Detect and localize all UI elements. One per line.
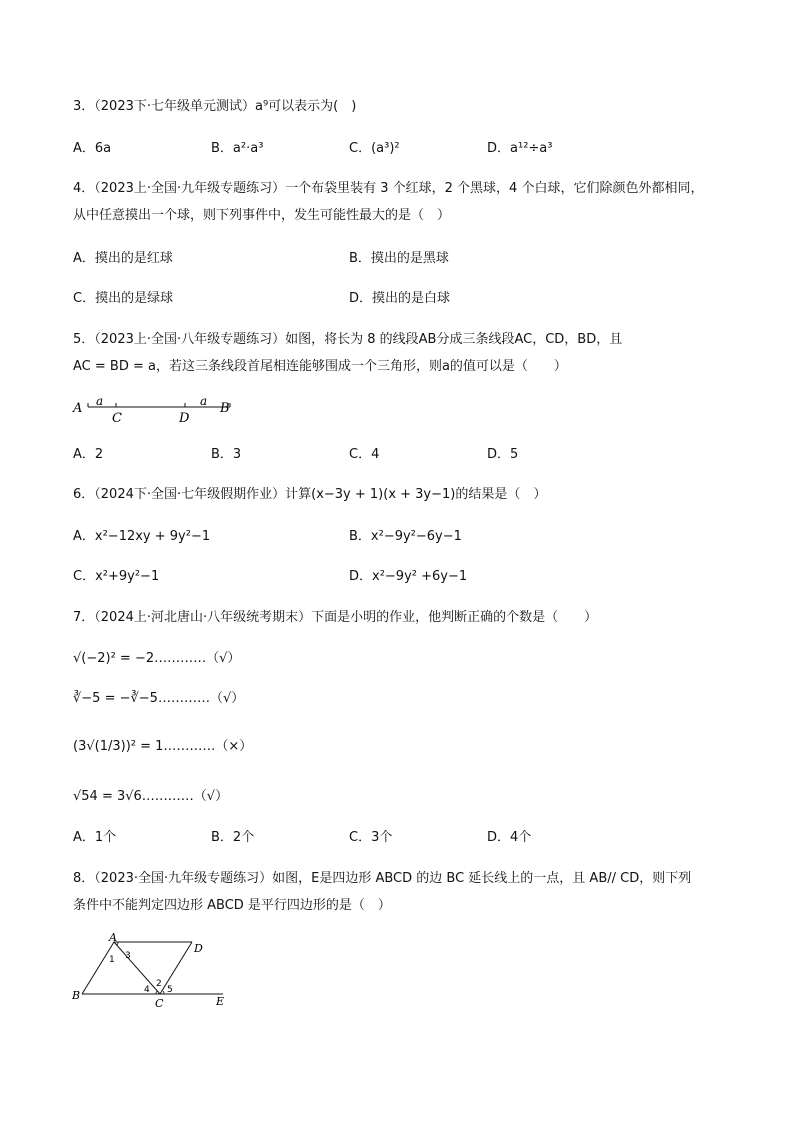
q7-option-b[interactable]: B．2个 [211, 830, 255, 845]
q5-label-b: B [220, 401, 230, 416]
q4-option-a[interactable]: A．摸出的是红球 [73, 251, 173, 266]
q7-option-d[interactable]: D．4个 [487, 830, 532, 845]
q8-stem-line2: 条件中不能判定四边形 ABCD 是平行四边形的是（ ） [73, 898, 391, 913]
q8-angle-4: 4 [144, 985, 150, 995]
q8-label-a: A [109, 932, 117, 944]
q5-label-a-length-1: a [96, 394, 104, 408]
q7-stem: 7．（2024上·河北唐山·八年级统考期末）下面是小明的作业，他判断正确的个数是（ ） [73, 610, 598, 625]
q5-label-c: C [112, 411, 122, 425]
q7-work-line-2: ∛−5 = −∛−5…………（√） [73, 691, 245, 706]
q3-option-c[interactable]: C．(a³)² [349, 141, 400, 156]
q3-option-b[interactable]: B．a²·a³ [211, 141, 264, 156]
q5-segment-figure [70, 393, 240, 425]
q4-option-b[interactable]: B．摸出的是黑球 [349, 251, 449, 266]
q7-work-line-1: √(−2)² = −2…………（√） [73, 651, 241, 666]
q5-option-a[interactable]: A．2 [73, 447, 104, 462]
q7-work-line-3: (3√(1/3))² = 1…………（×） [73, 739, 253, 754]
q8-parallelogram-figure [68, 932, 238, 1012]
q6-option-a[interactable]: A．x²−12xy + 9y²−1 [73, 529, 211, 544]
q7-work-line-4: √54 = 3√6…………（√） [73, 789, 229, 804]
q5-label-a-length-2: a [200, 394, 208, 408]
q8-angle-5: 5 [167, 985, 173, 995]
q6-option-c[interactable]: C．x²+9y²−1 [73, 569, 160, 584]
q5-label-d: D [179, 411, 190, 425]
q5-label-a-point: A [73, 401, 83, 416]
q8-label-d: D [194, 942, 203, 955]
q5-stem-line1: 5．（2023上·全国·八年级专题练习）如图，将长为 8 的线段AB分成三条线段AC，CD，BD，且 [73, 332, 623, 347]
q8-angle-2: 2 [156, 979, 162, 989]
q7-option-c[interactable]: C．3个 [349, 830, 393, 845]
q3-option-a[interactable]: A．6a [73, 141, 112, 156]
q8-angle-3: 3 [125, 951, 131, 961]
q4-stem-line1: 4．（2023上·全国·九年级专题练习）一个布袋里装有 3 个红球，2 个黑球，4 个白球，它们除颜色外都相同， [73, 181, 704, 196]
q8-stem-line1: 8．（2023·全国·九年级专题练习）如图，E是四边形 ABCD 的边 BC 延长线上的一点，且 AB// CD，则下列 [73, 871, 692, 886]
q5-option-d[interactable]: D．5 [487, 447, 519, 462]
q6-option-d[interactable]: D．x²−9y² +6y−1 [349, 569, 468, 584]
q5-stem-line2: AC = BD = a，若这三条线段首尾相连能够围成一个三角形，则a的值可以是（ ） [73, 359, 567, 374]
q4-option-c[interactable]: C．摸出的是绿球 [73, 291, 174, 306]
q3-option-d[interactable]: D．a¹²÷a³ [487, 141, 553, 156]
q8-label-e: E [216, 995, 225, 1008]
q7-option-a[interactable]: A．1个 [73, 830, 117, 845]
q8-angle-1: 1 [109, 955, 115, 965]
q8-label-c: C [155, 997, 164, 1010]
q5-option-c[interactable]: C．4 [349, 447, 380, 462]
q4-option-d[interactable]: D．摸出的是白球 [349, 291, 451, 306]
q8-label-b: B [72, 989, 81, 1002]
q4-stem-line2: 从中任意摸出一个球，则下列事件中，发生可能性最大的是（ ） [73, 208, 451, 223]
q3-stem: 3．（2023下·七年级单元测试）a⁹可以表示为( ) [73, 99, 357, 114]
q6-stem: 6．（2024下·全国·七年级假期作业）计算(x−3y + 1)(x + 3y−1)的结果是（ ） [73, 487, 547, 502]
q6-option-b[interactable]: B．x²−9y²−6y−1 [349, 529, 462, 544]
q5-option-b[interactable]: B．3 [211, 447, 242, 462]
